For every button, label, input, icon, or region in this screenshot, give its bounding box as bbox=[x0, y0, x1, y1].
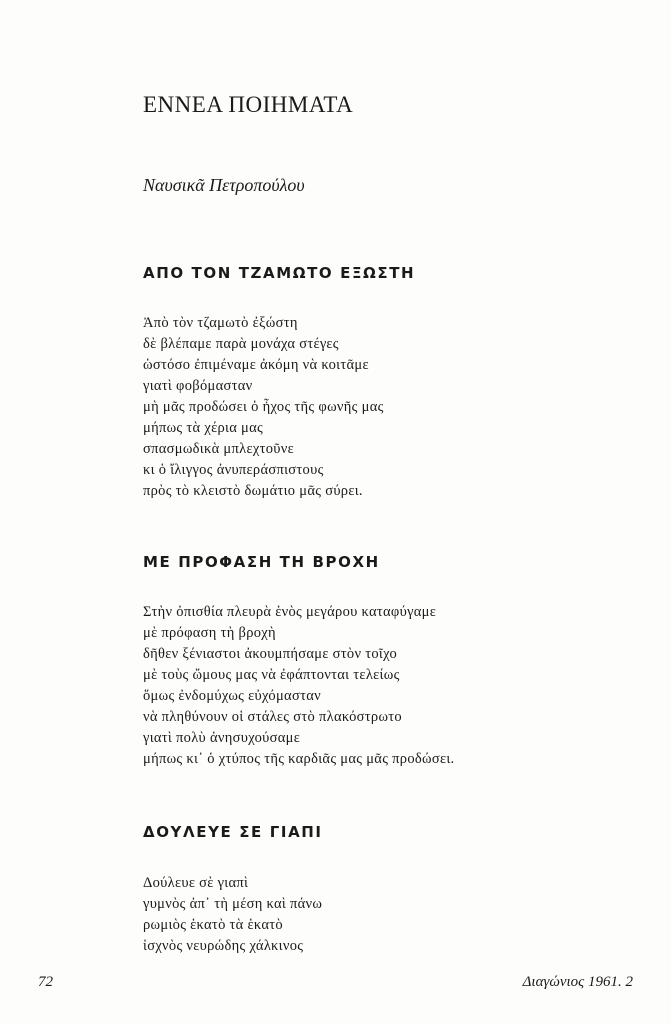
poem-line: μήπως κι᾽ ὁ χτύπος τῆς καρδιᾶς μας μᾶς προδώσει. bbox=[143, 751, 455, 767]
poem-line: κι ὁ ἴλιγγος ἀνυπεράσπιστους bbox=[143, 462, 324, 478]
poem-line: Δούλευε σὲ γιαπὶ bbox=[143, 875, 249, 891]
poem-line: δὲ βλέπαμε παρὰ μονάχα στέγες bbox=[143, 336, 339, 352]
poem-line: γιατὶ πολὺ ἀνησυχούσαμε bbox=[143, 730, 301, 746]
author-name: Ναυσικᾶ Πετροπούλου bbox=[143, 175, 305, 195]
collection-title: ΕΝΝΕΑ ΠΟΙΗΜΑΤΑ bbox=[143, 92, 354, 117]
poem-line: ὅμως ἐνδομύχως εὐχόμασταν bbox=[143, 688, 321, 704]
poem-line: δῆθεν ξένιαστοι ἀκουμπήσαμε στὸν τοῖχο bbox=[143, 646, 398, 662]
poem-line: πρὸς τὸ κλειστὸ δωμάτιο μᾶς σύρει. bbox=[143, 483, 363, 499]
poem-line: μὲ πρόφαση τὴ βροχὴ bbox=[143, 625, 276, 641]
poem-body bbox=[143, 873, 322, 957]
page-number: 72 bbox=[38, 974, 53, 990]
poem-line: ρωμιὸς ἑκατὸ τὰ ἑκατὸ bbox=[143, 917, 283, 933]
poem-line: Ἀπὸ τὸν τζαμωτὸ ἐξώστη bbox=[143, 315, 298, 331]
journal-reference: Διαγώνιος 1961. 2 bbox=[522, 974, 633, 990]
poem-line: μὲ τοὺς ὤμους μας νὰ ἐφάπτονται τελείως bbox=[143, 667, 400, 683]
poem-line: ἰσχνὸς νευρώδης χάλκινος bbox=[143, 938, 304, 954]
poem-line: σπασμωδικὰ μπλεχτοῦνε bbox=[143, 441, 294, 457]
poem-line: ὡστόσο ἐπιμέναμε ἀκόμη νὰ κοιτᾶμε bbox=[143, 357, 369, 373]
poem-body bbox=[143, 313, 384, 502]
poem-line: μήπως τὰ χέρια μας bbox=[143, 420, 264, 436]
poem-title: ΜΕ ΠΡΟΦΑΣΗ ΤΗ ΒΡΟΧΗ bbox=[143, 553, 380, 571]
poem-line: γυμνὸς ἀπ᾽ τὴ μέση καὶ πάνω bbox=[143, 896, 323, 912]
poem-title: ΔΟΥΛΕΥΕ ΣΕ ΓΙΑΠΙ bbox=[143, 823, 323, 841]
poem-line: γιατὶ φοβόμασταν bbox=[143, 378, 253, 394]
poem-line: Στὴν ὀπισθία πλευρὰ ἑνὸς μεγάρου καταφύγαμε bbox=[143, 604, 437, 620]
poem-line: νὰ πληθύνουν οἱ στάλες στὸ πλακόστρωτο bbox=[143, 709, 402, 725]
poem-body bbox=[143, 602, 454, 770]
poem-line: μὴ μᾶς προδώσει ὁ ἦχος τῆς φωνῆς μας bbox=[143, 399, 384, 415]
poem-title: ΑΠΟ ΤΟΝ ΤΖΑΜΩΤΟ ΕΞΩΣΤΗ bbox=[143, 264, 416, 282]
